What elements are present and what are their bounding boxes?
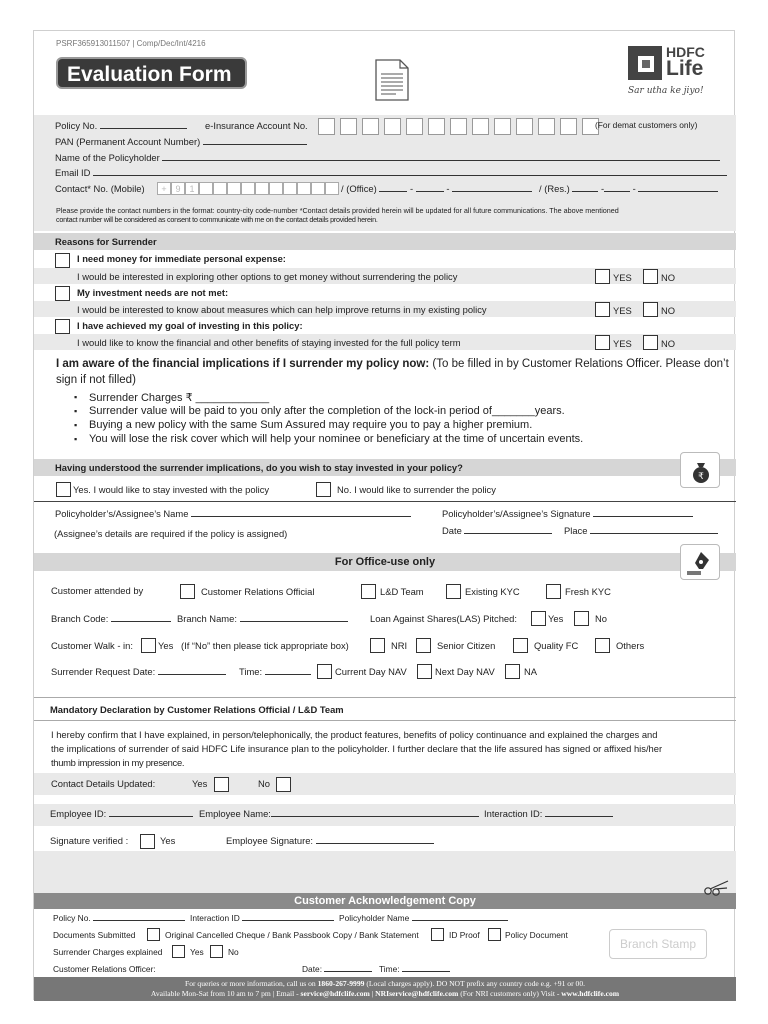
ack-policy-no-field[interactable]: [53, 913, 185, 923]
mobile-country-digit: 1: [185, 182, 199, 195]
reason1-label: I need money for immediate personal expense:: [77, 253, 286, 264]
office-phone-field[interactable]: / (Office) - -: [341, 183, 532, 194]
branch-code-field[interactable]: [51, 613, 171, 624]
existing-kyc-label: Existing KYC: [465, 586, 520, 597]
ack-charges-yes-label: Yes: [190, 947, 204, 957]
implication-bullet-cover: ▪ You will lose the risk cover which will help your nominee or beneficiary at the time of uncertain events.: [89, 433, 583, 445]
next-nav-checkbox[interactable]: [417, 664, 432, 679]
implications-lead-line2: sign if not filled): [56, 374, 136, 386]
employee-id-label: Employee ID:: [50, 808, 107, 819]
walkin-note: (If “No” then please tick appropriate box): [181, 640, 349, 651]
office-phone-label: / (Office): [341, 183, 377, 194]
ld-team-label: L&D Team: [380, 586, 424, 597]
others-label: Others: [616, 640, 645, 651]
reason1-sub-label: I would be interested in exploring other options to get money without surrendering the policy: [77, 271, 458, 282]
employee-name-field[interactable]: [199, 808, 479, 819]
reason3-checkbox[interactable]: [55, 319, 70, 334]
einsurance-label: e-Insurance Account No.: [205, 120, 308, 131]
mobile-digit-box[interactable]: [199, 182, 213, 195]
las-yes-label: Yes: [548, 613, 564, 624]
branch-name-field[interactable]: [177, 613, 348, 624]
request-time-label: Time:: [239, 666, 263, 677]
ack-date-field[interactable]: [302, 964, 372, 974]
others-checkbox[interactable]: [595, 638, 610, 653]
pen-nib-icon: [681, 545, 721, 581]
einsurance-digit-box[interactable]: [494, 118, 511, 135]
assignee-signature-field[interactable]: [442, 508, 693, 519]
current-nav-label: Current Day NAV: [335, 666, 407, 677]
ack-id-proof-checkbox[interactable]: [431, 928, 444, 941]
quality-fc-checkbox[interactable]: [513, 638, 528, 653]
ack-heading: Customer Acknowledgement Copy: [294, 895, 476, 907]
mobile-digit-box[interactable]: [227, 182, 241, 195]
place-field[interactable]: [564, 525, 718, 536]
ld-team-checkbox[interactable]: [361, 584, 376, 599]
demat-note: (For demat customers only): [595, 120, 698, 130]
reference-code: PSRF365913011507 | Comp/Dec/Int/4216: [56, 39, 206, 48]
footer-website-link[interactable]: www.hdfclife.com: [561, 989, 620, 998]
ack-interaction-id-field[interactable]: [190, 913, 334, 923]
einsurance-digit-box[interactable]: [428, 118, 445, 135]
form-title: Evaluation Form: [56, 57, 247, 89]
reason1-yes-checkbox[interactable]: [595, 269, 610, 284]
mobile-digit-box[interactable]: [283, 182, 297, 195]
footer-line1-a: For queries or more information, call us on: [184, 979, 318, 988]
blank-band: [34, 851, 736, 893]
employee-id-field[interactable]: [50, 808, 193, 819]
las-no-checkbox[interactable]: [574, 611, 589, 626]
document-icon: [374, 58, 410, 102]
ack-charges-label: Surrender Charges explained: [53, 947, 163, 957]
implications-lead: [56, 358, 729, 370]
na-label: NA: [524, 666, 538, 677]
attended-by-label: Customer attended by: [51, 585, 144, 596]
request-date-field[interactable]: [51, 666, 226, 677]
pan-field[interactable]: [55, 136, 307, 147]
einsurance-digit-box[interactable]: [318, 118, 335, 135]
ack-time-label: Time:: [379, 964, 400, 974]
implication-bullet-premium: ▪ Buying a new policy with the same Sum Assured may require you to pay a higher premium.: [89, 419, 532, 431]
current-nav-checkbox[interactable]: [317, 664, 332, 679]
footer-line2: [34, 989, 736, 999]
date-field[interactable]: [442, 525, 552, 536]
senior-citizen-checkbox[interactable]: [416, 638, 431, 653]
ack-cheque-checkbox[interactable]: [147, 928, 160, 941]
ack-cheque-label: Original Cancelled Cheque / Bank Passbook Copy / Bank Statement: [165, 930, 419, 940]
policyholder-name-field[interactable]: [55, 152, 720, 163]
einsurance-digit-box[interactable]: [450, 118, 467, 135]
branch-stamp-box: Branch Stamp: [609, 929, 707, 959]
las-label: Loan Against Shares(LAS) Pitched:: [370, 613, 517, 624]
einsurance-digit-box[interactable]: [362, 118, 379, 135]
pen-icon-box: [680, 544, 720, 580]
signature-verified-label: Signature verified :: [50, 835, 129, 846]
policy-no-field[interactable]: [55, 120, 187, 131]
contact-note-line2: contact number will be considered as consent to communicate with me on the contact details provided herein.: [56, 215, 378, 224]
mobile-digit-box[interactable]: [297, 182, 311, 195]
reason1-yes-label: YES: [613, 272, 632, 283]
contact-updated-no-label: No: [258, 778, 270, 789]
na-checkbox[interactable]: [505, 664, 520, 679]
branch-code-label: Branch Code:: [51, 613, 109, 624]
footer-sep: |: [369, 989, 376, 998]
las-yes-checkbox[interactable]: [531, 611, 546, 626]
fresh-kyc-checkbox[interactable]: [546, 584, 561, 599]
ack-charges-yes-checkbox[interactable]: [172, 945, 185, 958]
contact-updated-yes-checkbox[interactable]: [214, 777, 229, 792]
res-phone-label: / (Res.): [539, 183, 570, 194]
reason3-no-label: NO: [661, 338, 676, 349]
money-bag-icon: [681, 453, 721, 489]
contact-updated-no-checkbox[interactable]: [276, 777, 291, 792]
contact-updated-label: Contact Details Updated:: [51, 778, 156, 789]
einsurance-digit-box[interactable]: [384, 118, 401, 135]
implications-lead-rest: (To be filled in by Customer Relations Officer. Please don’t: [429, 358, 729, 370]
signature-verified-yes-label: Yes: [160, 835, 176, 846]
assignee-signature-label: Policyholder’s/Assignee’s Signature: [442, 508, 591, 519]
signature-verified-checkbox[interactable]: [140, 834, 155, 849]
ack-officer-label: Customer Relations Officer:: [53, 964, 156, 974]
mobile-digit-box[interactable]: [325, 182, 339, 195]
mobile-country-digit: 9: [171, 182, 185, 195]
res-phone-field[interactable]: / (Res.) - -: [539, 183, 718, 194]
nri-label: NRI: [391, 640, 408, 651]
ack-policy-doc-label: Policy Document: [505, 930, 568, 940]
reason2-yes-checkbox[interactable]: [595, 302, 610, 317]
stay-invested-label: Yes. I would like to stay invested with the policy: [73, 484, 270, 495]
interaction-id-field[interactable]: [484, 808, 613, 819]
ack-id-proof-label: ID Proof: [449, 930, 480, 940]
decision-question: Having understood the surrender implications, do you wish to stay invested in your policy?: [55, 462, 463, 473]
senior-citizen-label: Senior Citizen: [437, 640, 496, 651]
reason3-sub-label: I would like to know the financial and other benefits of staying invested for the full policy term: [77, 337, 461, 348]
quality-fc-label: Quality FC: [534, 640, 579, 651]
request-time-field[interactable]: [239, 666, 311, 677]
existing-kyc-checkbox[interactable]: [446, 584, 461, 599]
einsurance-digit-box[interactable]: [406, 118, 423, 135]
footer-line2-b: (For NRI customers only) Visit -: [458, 989, 562, 998]
divider: [34, 697, 736, 698]
policyholder-name-label: Name of the Policyholder: [55, 152, 160, 163]
surrender-checkbox[interactable]: [316, 482, 331, 497]
footer-line2-a: Available Mon-Sat from 10 am to 7 pm | Email -: [150, 989, 301, 998]
reason3-yes-label: YES: [613, 338, 632, 349]
logo-square-icon: [628, 46, 664, 80]
mobile-digit-box[interactable]: [269, 182, 283, 195]
pan-label: PAN (Permanent Account Number): [55, 136, 201, 147]
scissors-icon: [702, 877, 732, 897]
assignee-name-field[interactable]: [55, 508, 411, 519]
logo-text-hdfc: HDFC: [666, 44, 705, 60]
las-no-label: No: [595, 613, 607, 624]
einsurance-digit-box[interactable]: [340, 118, 357, 135]
reasons-heading: Reasons for Surrender: [55, 236, 157, 247]
einsurance-digit-box[interactable]: [472, 118, 489, 135]
next-nav-label: Next Day NAV: [435, 666, 495, 677]
place-label: Place: [564, 525, 588, 536]
mobile-digit-box[interactable]: [213, 182, 227, 195]
money-bag-icon-box: [680, 452, 720, 488]
policy-no-label: Policy No.: [55, 120, 98, 131]
evaluation-form-page: [33, 30, 735, 1000]
reason1-no-checkbox[interactable]: [643, 269, 658, 284]
logo-text-life: Life: [666, 57, 704, 80]
footer: [34, 977, 736, 1001]
implication-bullet-lockin: ▪ Surrender value will be paid to you only after the completion of the lock-in period of_______years.: [89, 405, 565, 417]
email-field[interactable]: [55, 167, 727, 178]
reason2-checkbox[interactable]: [55, 286, 70, 301]
ack-time-field[interactable]: [379, 964, 450, 974]
surrender-label: No. I would like to surrender the policy: [337, 484, 496, 495]
footer-line1: [34, 979, 736, 989]
reason2-label: My investment needs are not met:: [77, 287, 229, 298]
reason2-no-checkbox[interactable]: [643, 302, 658, 317]
assignee-name-label: Policyholder’s/Assignee’s Name: [55, 508, 189, 519]
reason3-label: I have achieved my goal of investing in this policy:: [77, 320, 303, 331]
declaration-line1: I hereby confirm that I have explained, in person/telephonically, the product features, benefits of policy continuance and explained the charges and: [51, 729, 658, 740]
einsurance-digit-box[interactable]: [560, 118, 577, 135]
assignee-note: (Assignee’s details are required if the policy is assigned): [54, 528, 288, 539]
mobile-digit-box[interactable]: [241, 182, 255, 195]
ack-holder-name-field[interactable]: [339, 913, 508, 923]
cro-label: Customer Relations Official: [201, 586, 315, 597]
ack-policy-no-label: Policy No.: [53, 913, 91, 923]
fresh-kyc-label: Fresh KYC: [565, 586, 611, 597]
ack-docs-label: Documents Submitted: [53, 930, 136, 940]
ack-date-label: Date:: [302, 964, 323, 974]
walkin-yes-label: Yes: [158, 640, 174, 651]
office-heading: For Office-use only: [334, 556, 436, 568]
employee-name-label: Employee Name:: [199, 808, 271, 819]
einsurance-digit-box[interactable]: [538, 118, 555, 135]
employee-signature-label: Employee Signature:: [226, 835, 314, 846]
ack-policy-doc-checkbox[interactable]: [488, 928, 501, 941]
date-label: Date: [442, 525, 462, 536]
declaration-line3: thumb impression in my presence.: [51, 757, 185, 768]
mobile-digit-box[interactable]: [255, 182, 269, 195]
branch-name-label: Branch Name:: [177, 613, 237, 624]
svg-text:₹: ₹: [698, 472, 704, 482]
footer-line1-b: (Local charges apply). DO NOT prefix any country code e.g. +91 or 00.: [364, 979, 586, 988]
walkin-label: Customer Walk - in:: [51, 640, 133, 651]
hdfc-life-logo: [628, 44, 718, 104]
contact-label: Contact* No. (Mobile): [55, 183, 145, 194]
employee-signature-field[interactable]: [226, 835, 434, 846]
footer-email-link[interactable]: service@hdfclife.com: [300, 989, 370, 998]
interaction-id-label: Interaction ID:: [484, 808, 543, 819]
footer-nri-email-link[interactable]: NRIservice@hdfclife.com: [375, 989, 459, 998]
ack-charges-no-checkbox[interactable]: [210, 945, 223, 958]
reason3-yes-checkbox[interactable]: [595, 335, 610, 350]
cro-checkbox[interactable]: [180, 584, 195, 599]
tagline: Sar utha ke jiyo!: [628, 86, 704, 96]
implication-bullet-charges: ▪ Surrender Charges ₹ ____________: [89, 391, 269, 404]
reason2-no-label: NO: [661, 305, 676, 316]
reason3-no-checkbox[interactable]: [643, 335, 658, 350]
ack-holder-name-label: Policyholder Name: [339, 913, 410, 923]
request-date-label: Surrender Request Date:: [51, 666, 156, 677]
implications-lead-bold: I am aware of the financial implications if I surrender my policy now:: [56, 358, 430, 370]
declaration-heading: Mandatory Declaration by Customer Relations Official / L&D Team: [50, 704, 344, 715]
email-label: Email ID: [55, 167, 91, 178]
walkin-yes-checkbox[interactable]: [141, 638, 156, 653]
nri-checkbox[interactable]: [370, 638, 385, 653]
contact-note-line1: Please provide the contact numbers in the format: country-city code-number *Contact details provided herein will be updated for all future communications. The above mentioned: [56, 206, 619, 215]
stay-invested-checkbox[interactable]: [56, 482, 71, 497]
mobile-digit-box[interactable]: [311, 182, 325, 195]
reason2-yes-label: YES: [613, 305, 632, 316]
mobile-prefix-box: +: [157, 182, 171, 195]
ack-charges-no-label: No: [228, 947, 239, 957]
einsurance-digit-box[interactable]: [516, 118, 533, 135]
footer-phone[interactable]: 1860-267-9999: [317, 979, 365, 988]
ack-interaction-id-label: Interaction ID: [190, 913, 240, 923]
divider: [34, 720, 736, 721]
reason1-no-label: NO: [661, 272, 676, 283]
reason2-sub-label: I would be interested to know about measures which can help improve returns in my existing policy: [77, 304, 487, 315]
divider: [34, 501, 736, 502]
contact-updated-yes-label: Yes: [192, 778, 208, 789]
declaration-line2: the implications of surrender of said HDFC Life insurance plan to the policyholder. I further declare that the life assured has signed or affixed his/her: [51, 743, 663, 754]
reason1-checkbox[interactable]: [55, 253, 70, 268]
